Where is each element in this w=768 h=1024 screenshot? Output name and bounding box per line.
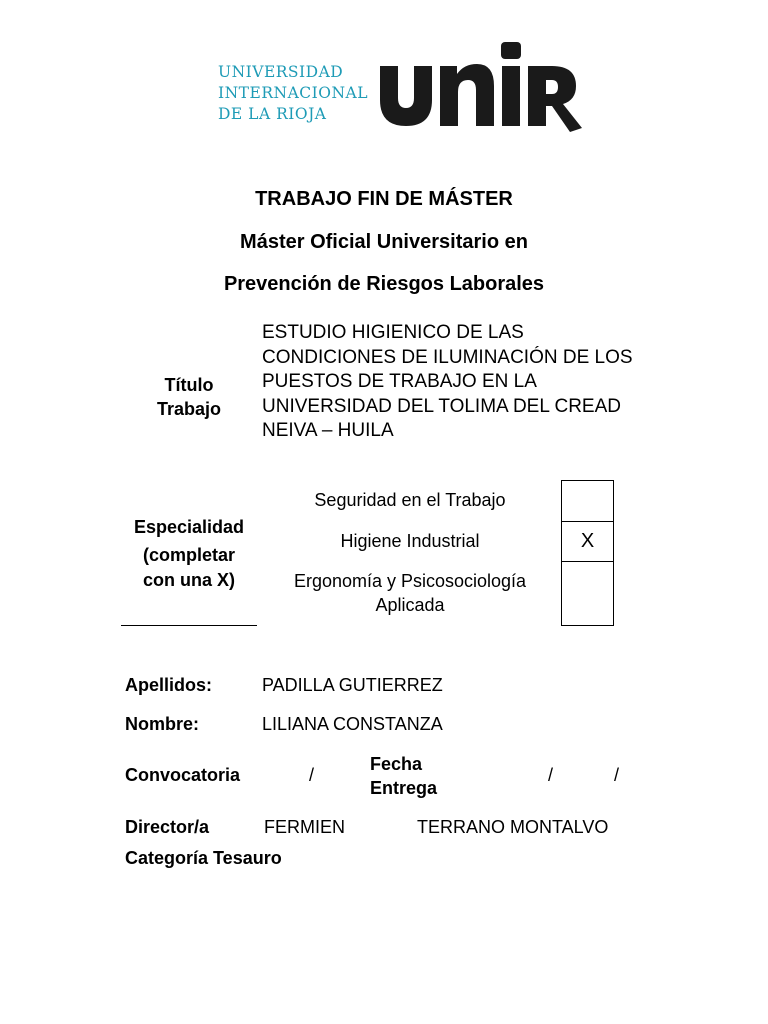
option-higiene-label: Higiene Industrial: [340, 531, 480, 551]
titulo-value-line: PUESTOS DE TRABAJO EN LA: [262, 371, 537, 392]
titulo-value-line: CONDICIONES DE ILUMINACIÓN DE LOS: [262, 346, 633, 368]
option-higiene: [262, 529, 558, 553]
especialidad-label-line-3: con una X): [142, 570, 235, 590]
option-seguridad-label: Seguridad en el Trabajo: [314, 490, 506, 510]
checkbox-ergonomia[interactable]: [561, 561, 614, 626]
nombre-label: Nombre:: [125, 714, 200, 734]
fecha-entrega-label: [370, 752, 437, 800]
categoria-tesauro-label: Categoría Tesauro: [125, 848, 282, 868]
especialidad-label-line-1: Especialidad: [133, 517, 245, 537]
option-seguridad: [262, 488, 558, 512]
convocatoria-separator: /: [309, 765, 315, 785]
apellidos-label: Apellidos:: [125, 675, 213, 695]
checkbox-higiene[interactable]: X: [561, 521, 614, 562]
fecha-separator-2: /: [614, 765, 620, 785]
heading-master: Máster Oficial Universitario en: [240, 231, 528, 253]
option-ergonomia-label-line-2: Aplicada: [375, 595, 445, 615]
director-last-name: TERRANO MONTALVO: [417, 817, 609, 837]
especialidad-underline: [121, 625, 257, 626]
checkbox-seguridad[interactable]: [561, 480, 614, 522]
university-name-logo-text: [218, 62, 378, 125]
option-ergonomia: [262, 569, 558, 617]
convocatoria-label: Convocatoria: [125, 765, 241, 785]
titulo-value-line: ESTUDIO HIGIENICO DE LAS: [262, 322, 524, 343]
fecha-label-line-2: Entrega: [370, 778, 438, 798]
especialidad-label-line-2: (completar: [142, 545, 236, 565]
director-label: Director/a: [125, 817, 210, 837]
titulo-value-line: UNIVERSIDAD DEL TOLIMA DEL CREAD: [262, 395, 621, 417]
unir-logo-icon: [374, 38, 588, 134]
titulo-label: [130, 373, 248, 421]
option-ergonomia-label-line-1: Ergonomía y Psicosociología: [293, 571, 527, 591]
director-first-name: FERMIEN: [264, 817, 345, 837]
logo-line-2: INTERNACIONAL: [218, 84, 369, 102]
fecha-label-line-1: Fecha: [370, 754, 423, 774]
titulo-label-line-1: Título: [164, 375, 214, 395]
heading-prevencion: Prevención de Riesgos Laborales: [223, 273, 545, 295]
nombre-value: LILIANA CONSTANZA: [262, 714, 443, 734]
titulo-label-line-2: Trabajo: [156, 399, 222, 419]
especialidad-label: [122, 513, 256, 591]
logo-line-3: DE LA RIOJA: [218, 105, 327, 123]
heading-trabajo-fin: TRABAJO FIN DE MÁSTER: [255, 188, 513, 210]
titulo-value-line: NEIVA – HUILA: [262, 420, 394, 441]
logo-line-1: UNIVERSIDAD: [218, 63, 344, 81]
fecha-separator-1: /: [548, 765, 554, 785]
apellidos-value: PADILLA GUTIERREZ: [262, 675, 443, 695]
titulo-value: [262, 321, 682, 444]
